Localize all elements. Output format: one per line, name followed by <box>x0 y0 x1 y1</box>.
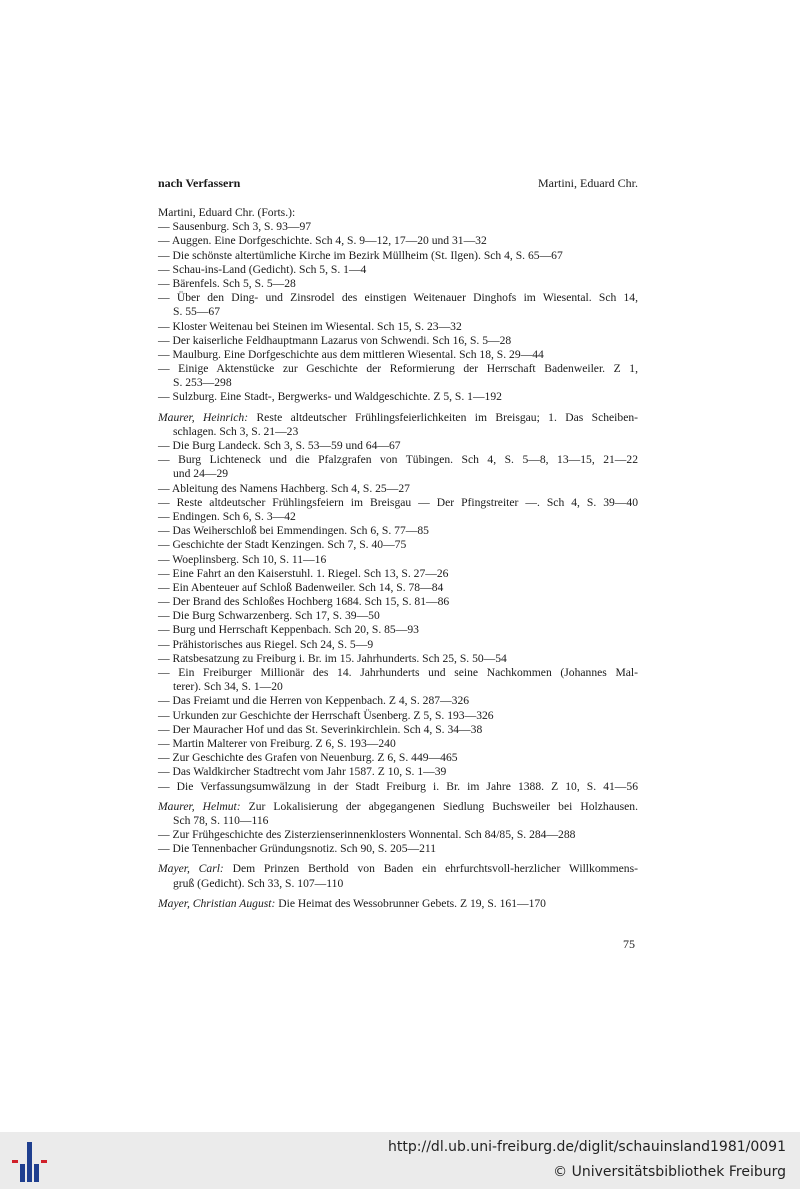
bibliography-line <box>158 467 638 481</box>
bibliography-line <box>158 376 638 390</box>
entry-text: — Auggen. Eine Dorfgeschichte. Sch 4, S. 9—12, 17—20 und 31—32 <box>158 234 487 248</box>
entry-text: — Endingen. Sch 6, S. 3—42 <box>158 509 296 523</box>
bibliography-line <box>158 390 638 404</box>
bibliography-line <box>158 652 638 666</box>
bibliography-line <box>158 680 638 694</box>
entry-text: — Burg Lichteneck und die Pfalzgrafen von Tübingen. Sch 4, S. 5—8, 13—15, 21—22 <box>158 453 638 467</box>
entry-text: — Die Burg Landeck. Sch 3, S. 53—59 und 64—67 <box>158 439 401 452</box>
bibliography-line <box>158 581 638 595</box>
entry-text: — Maulburg. Eine Dorfgeschichte aus dem mittleren Wiesental. Sch 18, S. 29—44 <box>158 347 544 361</box>
bibliography-line <box>158 291 638 305</box>
entry-text: — Bärenfels. Sch 5, S. 5—28 <box>158 276 296 290</box>
entry-text: — Der Brand des Schloßes Hochberg 1684. Sch 15, S. 81—86 <box>158 595 450 609</box>
bibliography-line <box>158 828 638 842</box>
bibliography-line <box>158 277 638 291</box>
page-number: 75 <box>623 937 635 951</box>
bibliography-line <box>158 439 638 453</box>
bibliography-line <box>158 765 638 779</box>
entry-text: — Schau-ins-Land (Gedicht). Sch 5, S. 1—4 <box>158 262 367 276</box>
author-name: Maurer, Heinrich: <box>158 410 249 424</box>
bibliography-line <box>158 842 638 856</box>
entry-text: — Die Burg Schwarzenberg. Sch 17, S. 39—50 <box>158 609 380 623</box>
entry-text: S. 55—67 <box>173 305 221 319</box>
bibliography-line <box>158 877 638 891</box>
header-section-title: nach Verfassern <box>158 176 241 190</box>
bibliography-line <box>158 206 638 220</box>
bibliography-line <box>158 638 638 652</box>
bibliography-line <box>158 496 638 510</box>
bibliography-line <box>158 862 638 876</box>
entry-text: — Die Tennenbacher Gründungsnotiz. Sch 90, S. 205—211 <box>158 842 437 856</box>
entry-text: — Der Mauracher Hof und das St. Severinkirchlein. Sch 4, S. 34—38 <box>158 722 483 736</box>
entry-text: — Burg und Herrschaft Keppenbach. Sch 20, S. 85—93 <box>158 623 419 637</box>
bibliography-line <box>158 780 638 794</box>
permalink-url[interactable]: http://dl.ub.uni-freiburg.de/diglit/schauinsland1981/0091 <box>388 1139 786 1155</box>
bibliography-line <box>158 694 638 708</box>
entry-text: Die Heimat des Wessobrunner Gebets. Z 19, S. 161—170 <box>278 896 546 910</box>
author-name: Mayer, Christian August: <box>158 896 276 910</box>
bibliography-line <box>158 263 638 277</box>
bibliography-line <box>158 609 638 623</box>
bibliography-line <box>158 623 638 637</box>
entry-text: Dem Prinzen Berthold von Baden ein ehrfurchtsvoll-herzlicher Willkommens- <box>232 862 638 876</box>
bibliography-line <box>158 553 638 567</box>
author-name: Mayer, Carl: <box>158 862 224 876</box>
bibliography-line <box>158 814 638 828</box>
bibliography-line <box>158 453 638 467</box>
entry-text: — Ein Freiburger Millionär des 14. Jahrhunderts und seine Nachkommen (Johannes Mal- <box>158 666 638 679</box>
bibliography-line <box>158 666 638 680</box>
bibliography-line <box>158 751 638 765</box>
entry-text: terer). Sch 34, S. 1—20 <box>173 680 283 694</box>
entry-text: S. 253—298 <box>173 376 232 390</box>
bibliography-line <box>158 737 638 751</box>
bibliography-line <box>158 362 638 376</box>
bibliography-line <box>158 220 638 234</box>
viewer-footer <box>0 1132 800 1189</box>
entry-text: gruß (Gedicht). Sch 33, S. 107—110 <box>173 876 344 890</box>
entry-text: — Eine Fahrt an den Kaiserstuhl. 1. Riegel. Sch 13, S. 27—26 <box>158 566 449 580</box>
entry-text: Zur Lokalisierung der abgegangenen Siedlung Buchsweiler bei Holzhausen. <box>248 799 638 813</box>
entry-text: und 24—29 <box>173 467 229 481</box>
bibliography-line <box>158 709 638 723</box>
entry-text: schlagen. Sch 3, S. 21—23 <box>173 424 299 438</box>
entry-text: — Zur Frühgeschichte des Zisterzienserinnenklosters Wonnental. Sch 84/85, S. 284—288 <box>158 828 576 842</box>
entry-text: Sch 78, S. 110—116 <box>173 813 269 827</box>
entry-text: — Einige Aktenstücke zur Geschichte der Reformierung der Herrschaft Badenweiler. Z 1, <box>158 362 638 376</box>
entry-text: — Kloster Weitenau bei Steinen im Wiesental. Sch 15, S. 23—32 <box>158 319 462 333</box>
entry-text: — Zur Geschichte des Grafen von Neuenburg. Z 6, S. 449—465 <box>158 751 458 765</box>
bibliography-line <box>158 538 638 552</box>
bibliography-line <box>158 348 638 362</box>
entry-text: — Urkunden zur Geschichte der Herrschaft Üsenberg. Z 5, S. 193—326 <box>158 708 494 722</box>
entry-text: — Ratsbesatzung zu Freiburg i. Br. im 15. Jahrhunderts. Sch 25, S. 50—54 <box>158 651 507 665</box>
entry-text: — Der kaiserliche Feldhauptmann Lazarus von Schwendi. Sch 16, S. 5—28 <box>158 333 512 347</box>
bibliography-line <box>158 320 638 334</box>
entry-text: — Woeplinsberg. Sch 10, S. 11—16 <box>158 552 327 566</box>
bibliography-line <box>158 897 638 911</box>
entry-text: — Das Freiamt und die Herren von Keppenbach. Z 4, S. 287—326 <box>158 694 470 708</box>
entry-text: — Sulzburg. Eine Stadt-, Bergwerks- und Waldgeschichte. Z 5, S. 1—192 <box>158 390 502 404</box>
entry-text: — Martin Malterer von Freiburg. Z 6, S. 193—240 <box>158 736 396 750</box>
library-logo-icon <box>8 1140 52 1184</box>
bibliography-content <box>158 206 638 911</box>
entry-text: — Ein Abenteuer auf Schloß Badenweiler. Sch 14, S. 78—84 <box>158 580 444 594</box>
header-entry-range: Martini, Eduard Chr. <box>538 176 638 190</box>
entry-text: — Das Weiherschloß bei Emmendingen. Sch 6, S. 77—85 <box>158 524 429 538</box>
bibliography-line <box>158 234 638 248</box>
bibliography-line <box>158 723 638 737</box>
entry-text: — Die Verfassungsumwälzung in der Stadt Freiburg i. Br. im Jahre 1388. Z 10, S. 41—56 <box>158 779 638 793</box>
bibliography-line <box>158 411 638 425</box>
entry-text: — Reste altdeutscher Frühlingsfeiern im Breisgau — Der Pfingstreiter —. Sch 4, S. 39—40 <box>158 495 638 509</box>
bibliography-line <box>158 305 638 319</box>
entry-text: Reste altdeutscher Frühlingsfeierlichkeiten im Breisgau; 1. Das Scheiben- <box>256 410 639 424</box>
entry-text: — Die schönste altertümliche Kirche im Bezirk Müllheim (St. Ilgen). Sch 4, S. 65—67 <box>158 248 563 262</box>
entry-text: — Ableitung des Namens Hachberg. Sch 4, S. 25—27 <box>158 481 410 495</box>
bibliography-line <box>158 482 638 496</box>
entry-text: — Geschichte der Stadt Kenzingen. Sch 7, S. 40—75 <box>158 538 407 552</box>
bibliography-line <box>158 334 638 348</box>
entry-text: — Prähistorisches aus Riegel. Sch 24, S. 5—9 <box>158 637 374 651</box>
entry-text: — Das Waldkircher Stadtrecht vom Jahr 1587. Z 10, S. 1—39 <box>158 765 447 779</box>
entry-text: — Über den Ding- und Zinsrodel des einstigen Weitenauer Dinghofs im Wiesental. Sch 14, <box>158 291 638 305</box>
bibliography-line <box>158 425 638 439</box>
entry-text: Martini, Eduard Chr. (Forts.): <box>158 206 296 219</box>
bibliography-line <box>158 595 638 609</box>
copyright-notice: © Universitätsbibliothek Freiburg <box>553 1164 786 1180</box>
entry-text: — Sausenburg. Sch 3, S. 93—97 <box>158 220 312 234</box>
bibliography-line <box>158 249 638 263</box>
bibliography-line <box>158 510 638 524</box>
author-name: Maurer, Helmut: <box>158 799 241 813</box>
bibliography-line <box>158 567 638 581</box>
bibliography-line <box>158 524 638 538</box>
running-header <box>158 176 638 192</box>
bibliography-line <box>158 800 638 814</box>
